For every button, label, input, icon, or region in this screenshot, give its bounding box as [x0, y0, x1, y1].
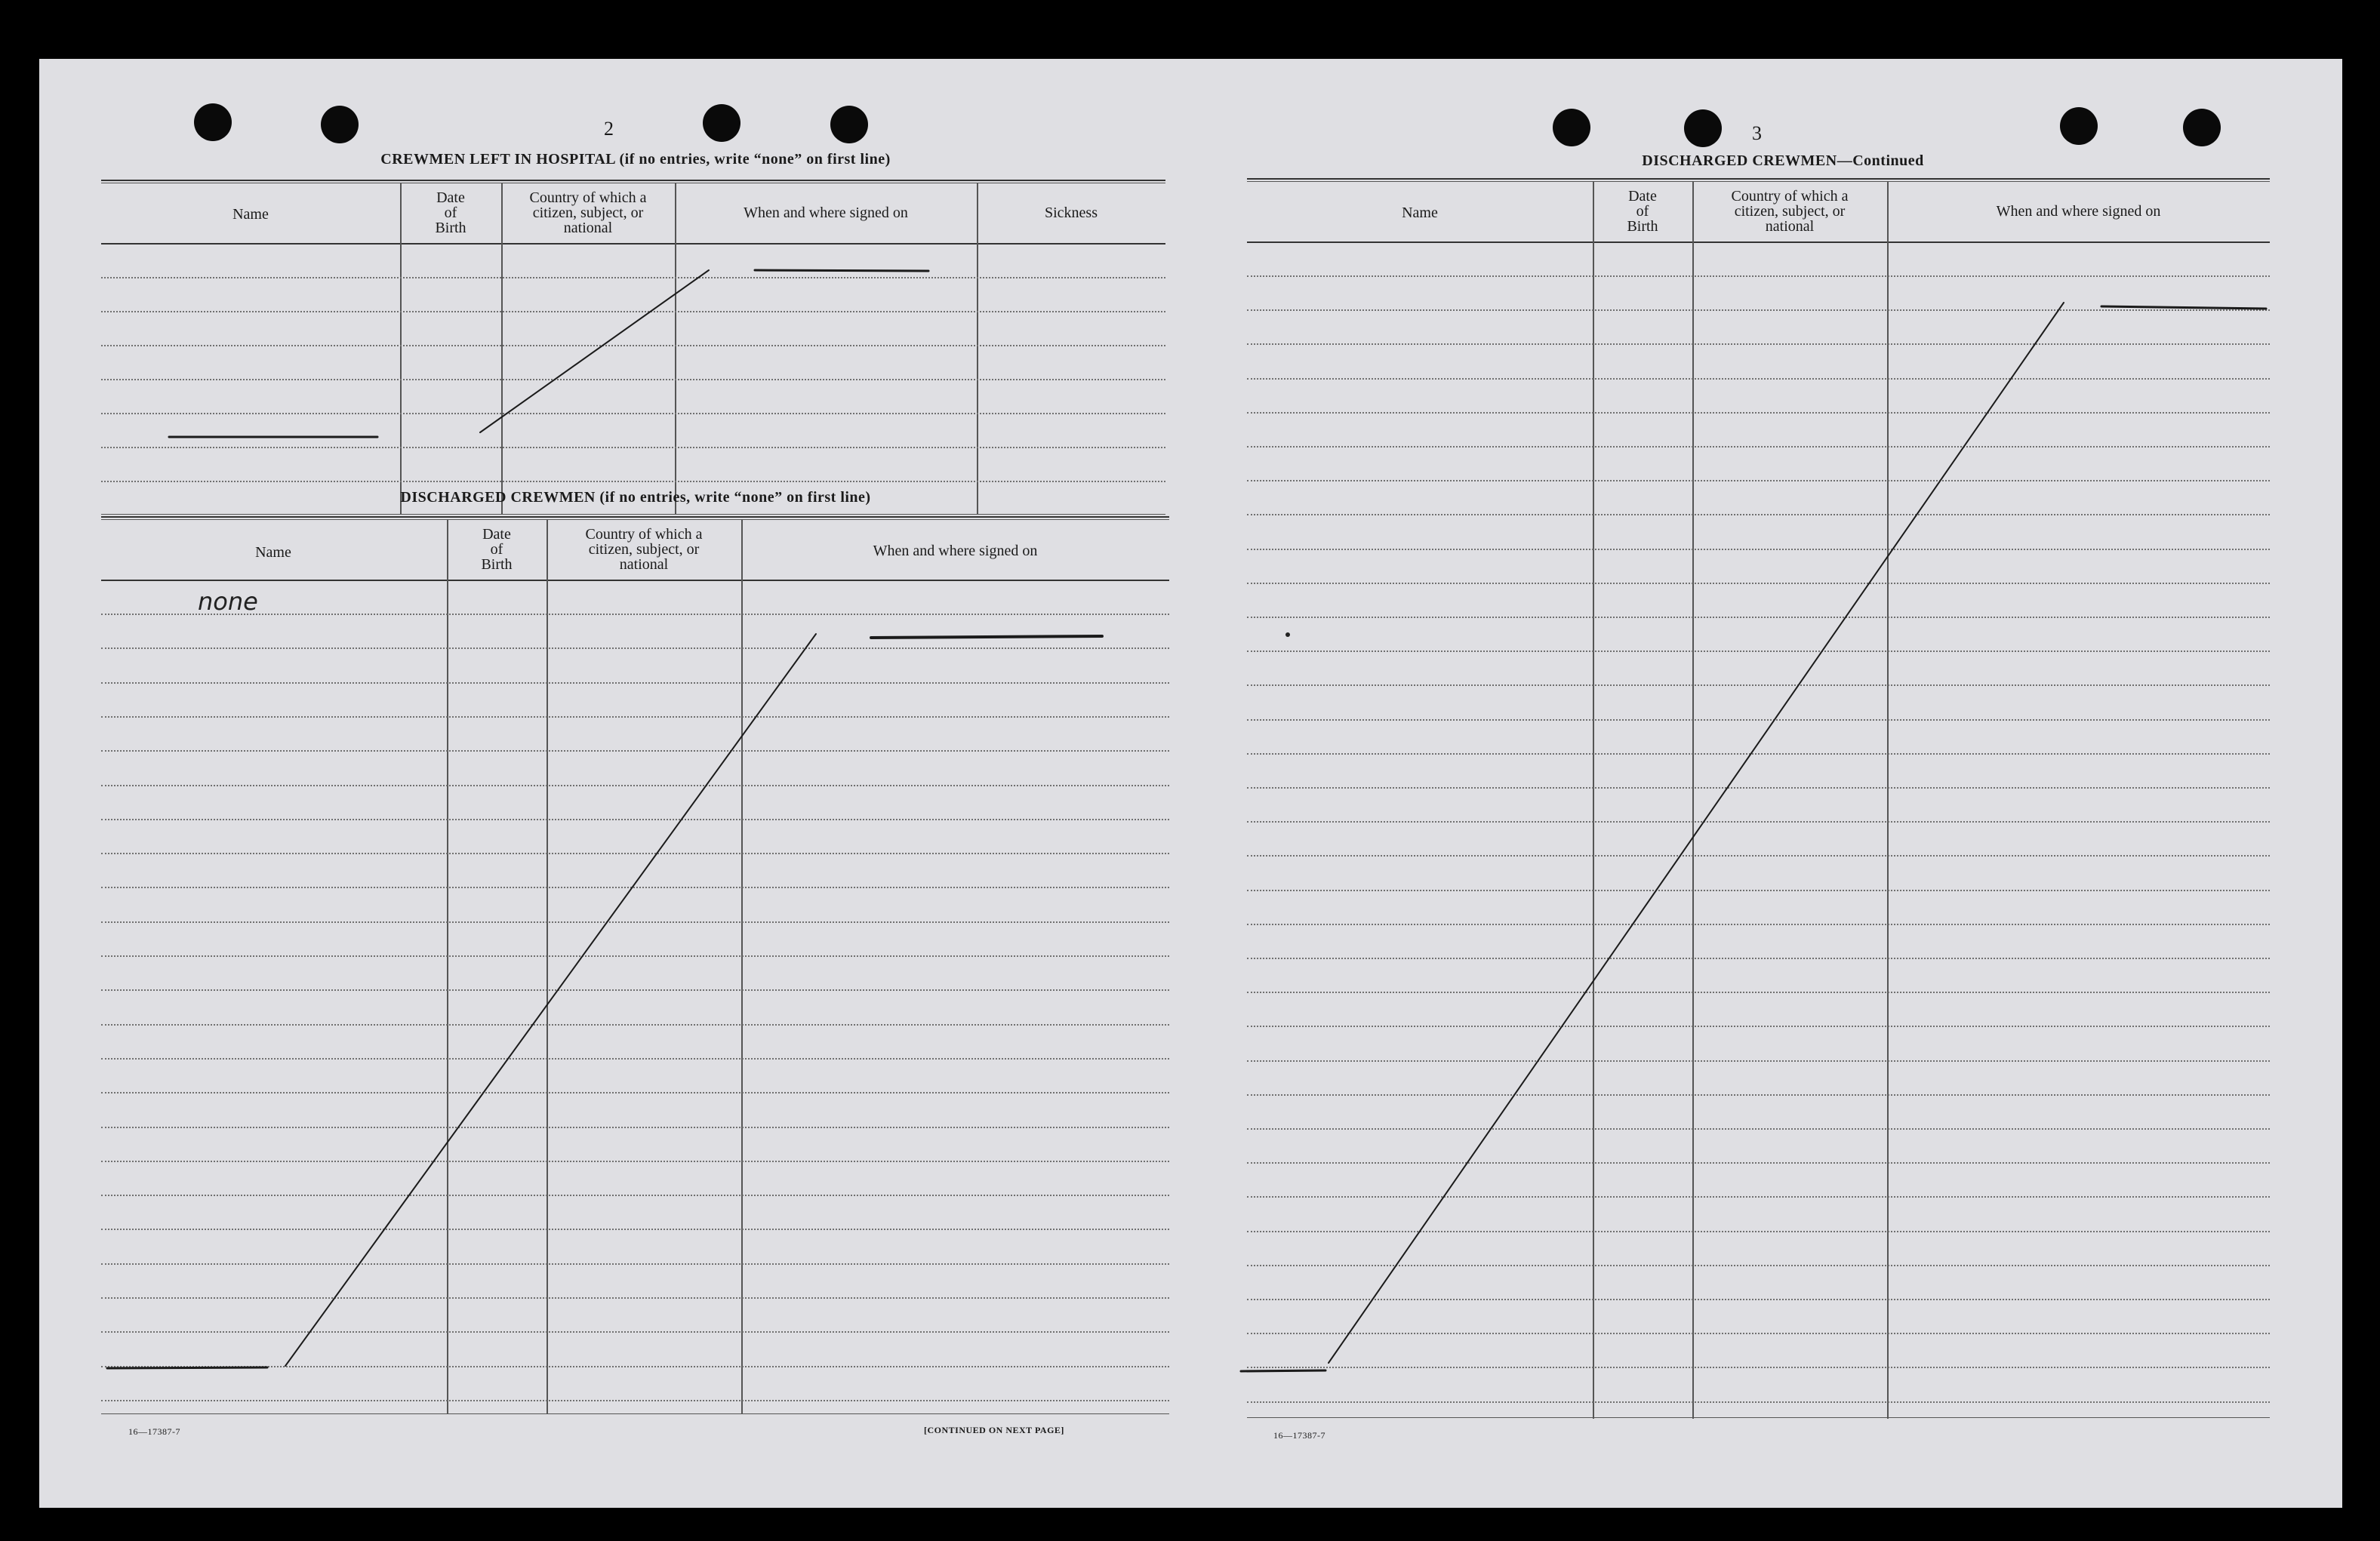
- pen-line: [1241, 1370, 1325, 1371]
- pen-line: [107, 1367, 267, 1368]
- discharged-col-dob-text: Date of Birth: [481, 526, 513, 573]
- handwritten-entry-none: none: [198, 587, 258, 616]
- discharged-col-country-text: Country of which a citizen, subject, or national: [585, 526, 703, 573]
- continued-note: [CONTINUED ON NEXT PAGE]: [924, 1425, 1064, 1435]
- right-col-dob-text: Date of Birth: [1627, 188, 1658, 235]
- hospital-section-title: CREWMEN LEFT IN HOSPITAL (if no entries, write “none” on first line): [380, 151, 891, 168]
- hospital-col-signed-on: When and where signed on: [744, 205, 908, 221]
- hospital-col-name: Name: [232, 206, 269, 223]
- pen-line: [480, 270, 709, 432]
- right-col-country-text: Country of which a citizen, subject, or national: [1731, 188, 1849, 235]
- discharged-section-title: DISCHARGED CREWMEN (if no entries, write “none” on first line): [400, 489, 871, 506]
- hospital-col-dob-text: Date of Birth: [435, 189, 466, 236]
- discharged-col-name: Name: [255, 544, 291, 561]
- form-sheet: [39, 59, 2342, 1508]
- right-col-name: Name: [1402, 205, 1438, 221]
- hospital-col-country-text: Country of which a citizen, subject, or national: [529, 189, 647, 236]
- pen-line: [2101, 306, 2266, 309]
- right-page-title: DISCHARGED CREWMEN—Continued: [1642, 152, 1924, 169]
- discharged-col-signed-on: When and where signed on: [873, 543, 1038, 559]
- pen-line: [755, 270, 928, 271]
- ink-dot: [1285, 632, 1290, 637]
- form-number-right: 16—17387-7: [1273, 1430, 1325, 1441]
- page-number-left: 2: [604, 118, 614, 140]
- page-number-right: 3: [1752, 122, 1762, 144]
- pen-line: [871, 636, 1102, 638]
- pen-line: [1329, 303, 2064, 1363]
- form-number-left: 16—17387-7: [128, 1426, 180, 1437]
- pen-line: [285, 634, 816, 1366]
- hospital-col-sickness: Sickness: [1045, 205, 1098, 221]
- handwritten-strike-marks: [39, 59, 2342, 1508]
- right-col-signed-on: When and where signed on: [1996, 203, 2161, 220]
